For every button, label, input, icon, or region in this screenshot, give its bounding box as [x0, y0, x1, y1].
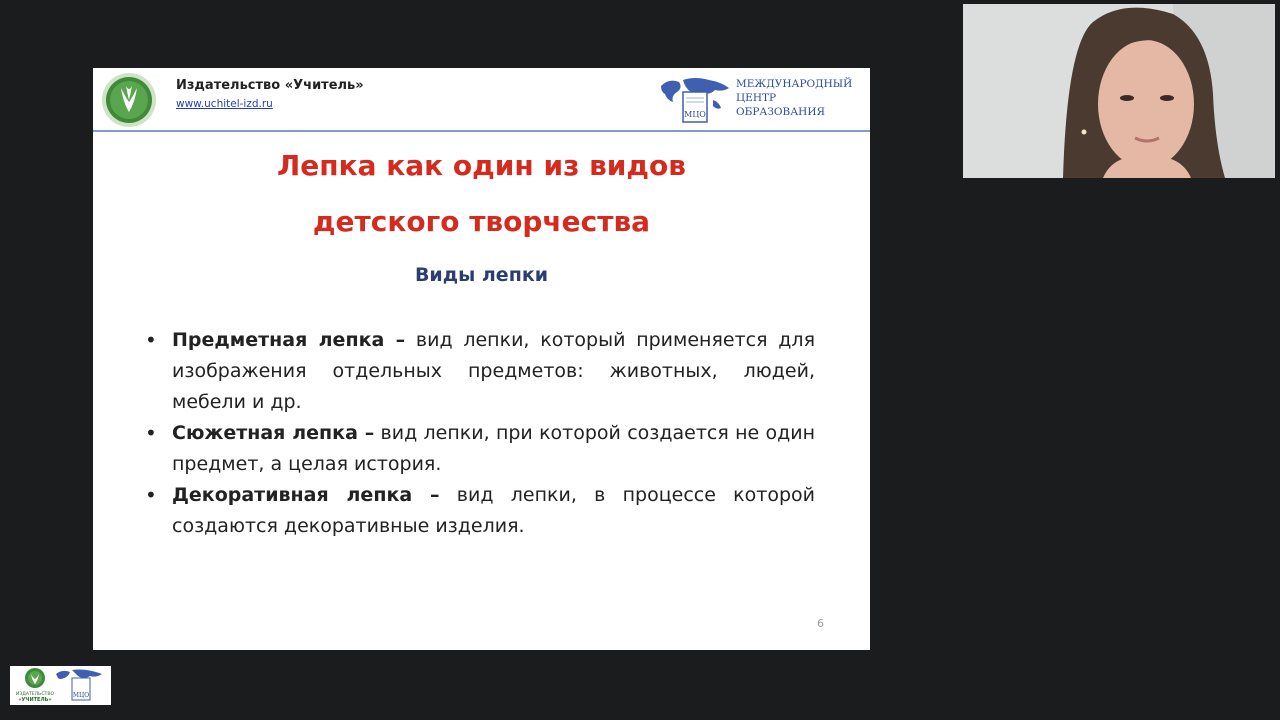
bullet-term: Предметная лепка –	[172, 329, 406, 351]
brand-strip-abbr: МЦО	[72, 692, 90, 699]
slide-title-line-1: Лепка как один из видов	[277, 149, 686, 182]
brand-logo-strip	[10, 666, 111, 705]
publisher-url-link[interactable]: www.uchitel-izd.ru	[176, 98, 273, 110]
header-divider	[93, 130, 870, 132]
slide-title-line-2: детского творчества	[312, 205, 651, 238]
publisher-name: Издательство «Учитель»	[176, 78, 364, 93]
bullet-item	[145, 325, 815, 418]
bullet-text: вид лепки, в процессе которой создаются декоративные изделия.	[172, 484, 815, 537]
publisher-logo-icon	[101, 72, 157, 128]
presenter-video-image	[963, 4, 1275, 178]
partner-abbr: МЦО	[684, 110, 706, 119]
slide-title	[93, 138, 870, 250]
presentation-slide	[93, 68, 870, 650]
bullet-dot-icon: •	[145, 328, 157, 352]
partner-name-line-3: ОБРАЗОВАНИЯ	[736, 106, 825, 118]
bullet-dot-icon: •	[145, 421, 157, 445]
slide-page-number: 6	[817, 617, 824, 630]
brand-strip-line-1: ИЗДАТЕЛЬСТВО	[15, 692, 55, 697]
bullet-list	[145, 325, 816, 542]
partner-name-line-1: МЕЖДУНАРОДНЫЙ	[736, 78, 853, 90]
bullet-text: вид лепки, который применяется для изображения отдельных предметов: животных, людей, мебели и др.	[172, 329, 815, 413]
bullet-dot-icon: •	[145, 483, 157, 507]
bullet-term: Декоративная лепка –	[172, 484, 440, 506]
bullet-text: вид лепки, при которой создается не один предмет, а целая история.	[172, 422, 816, 475]
partner-name	[736, 77, 866, 119]
partner-name-line-2: ЦЕНТР	[736, 92, 777, 104]
presenter-webcam	[963, 4, 1275, 178]
brand-strip-line-2: «УЧИТЕЛЬ»	[18, 697, 52, 703]
bullet-item	[145, 480, 815, 542]
slide-subtitle: Виды лепки	[414, 264, 549, 286]
bullet-term: Сюжетная лепка –	[172, 422, 375, 444]
bullet-item	[145, 418, 816, 480]
world-map-logo-icon	[659, 74, 731, 124]
brand-logos-icon	[10, 666, 111, 705]
slide-header	[93, 68, 870, 130]
